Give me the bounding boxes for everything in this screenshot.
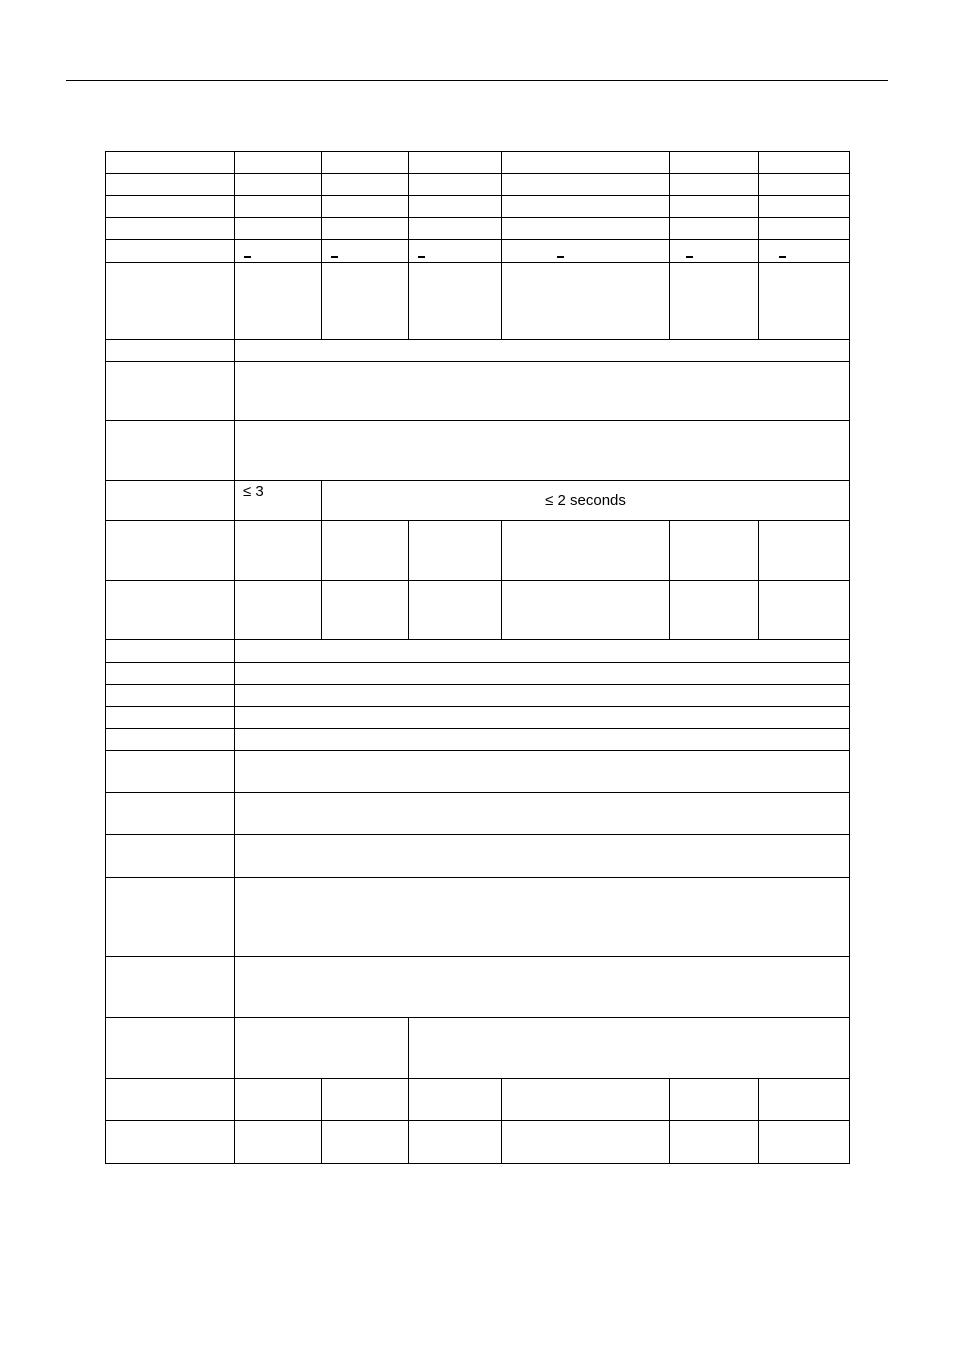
table-cell — [409, 240, 502, 263]
table-cell — [322, 521, 409, 581]
table-cell — [235, 685, 850, 707]
response-time-short: ≤ 3 — [243, 483, 264, 500]
dash-mark — [244, 256, 251, 258]
table-cell — [235, 521, 322, 581]
table-cell — [106, 581, 235, 640]
table-row — [106, 174, 850, 196]
table-row — [106, 196, 850, 218]
table-cell — [235, 481, 322, 521]
dash-mark — [557, 256, 564, 258]
table-cell — [322, 218, 409, 240]
table-row — [106, 640, 850, 663]
table-cell — [235, 263, 322, 340]
table-cell — [235, 729, 850, 751]
table-cell — [759, 218, 850, 240]
table-cell — [759, 581, 850, 640]
table-cell — [502, 218, 670, 240]
table-row — [106, 707, 850, 729]
table-row — [106, 362, 850, 421]
table-cell — [106, 521, 235, 581]
table-row — [106, 835, 850, 878]
table-cell — [106, 729, 235, 751]
table-cell — [106, 263, 235, 340]
table-cell — [235, 218, 322, 240]
table-cell — [106, 1018, 235, 1079]
table-cell — [502, 174, 670, 196]
table-cell — [502, 581, 670, 640]
table-cell — [409, 152, 502, 174]
table-cell — [409, 1121, 502, 1164]
table-cell — [759, 152, 850, 174]
table-cell — [670, 1079, 759, 1121]
table-row — [106, 263, 850, 340]
table-cell — [409, 1079, 502, 1121]
table-cell — [759, 240, 850, 263]
table-cell — [409, 1018, 850, 1079]
table-cell — [670, 240, 759, 263]
table-cell — [670, 196, 759, 218]
table-cell — [235, 640, 850, 663]
table-cell — [502, 521, 670, 581]
table-cell — [502, 1079, 670, 1121]
table-row — [106, 729, 850, 751]
table-cell — [106, 751, 235, 793]
table-cell — [322, 174, 409, 196]
table-cell — [235, 1018, 409, 1079]
table-cell — [759, 196, 850, 218]
table-cell — [235, 340, 850, 362]
table-cell — [322, 581, 409, 640]
table-cell — [106, 174, 235, 196]
table-row — [106, 421, 850, 481]
table-cell — [759, 1079, 850, 1121]
table-cell — [235, 835, 850, 878]
table-cell — [322, 152, 409, 174]
dash-mark — [779, 256, 786, 258]
table-row — [106, 1079, 850, 1121]
table-cell — [235, 421, 850, 481]
table-cell — [670, 1121, 759, 1164]
table-row — [106, 240, 850, 263]
table-cell — [759, 1121, 850, 1164]
table-row — [106, 1018, 850, 1079]
table-row — [106, 1121, 850, 1164]
table-cell — [106, 957, 235, 1018]
table-cell — [322, 481, 850, 521]
table-cell — [106, 878, 235, 957]
dash-mark — [686, 256, 693, 258]
table-cell — [235, 1121, 322, 1164]
table-cell — [106, 685, 235, 707]
table-cell — [409, 196, 502, 218]
table-cell — [322, 1121, 409, 1164]
table-cell — [235, 878, 850, 957]
spec-table — [105, 151, 850, 1164]
table-row — [106, 685, 850, 707]
dash-mark — [331, 256, 338, 258]
table-cell — [106, 196, 235, 218]
table-cell — [670, 521, 759, 581]
table-cell — [235, 957, 850, 1018]
table-cell — [235, 707, 850, 729]
table-row — [106, 152, 850, 174]
table-row — [106, 751, 850, 793]
table-cell — [235, 174, 322, 196]
table-cell — [670, 152, 759, 174]
dash-mark — [418, 256, 425, 258]
table-cell — [106, 1121, 235, 1164]
table-cell — [106, 421, 235, 481]
table-row — [106, 521, 850, 581]
table-cell — [235, 751, 850, 793]
table-cell — [670, 174, 759, 196]
table-cell — [322, 196, 409, 218]
table-cell — [409, 521, 502, 581]
table-cell — [106, 152, 235, 174]
table-cell — [106, 640, 235, 663]
table-row — [106, 481, 850, 521]
table-cell — [502, 240, 670, 263]
table-cell — [502, 152, 670, 174]
table-cell — [106, 240, 235, 263]
table-row — [106, 340, 850, 362]
table-row — [106, 957, 850, 1018]
table-cell — [759, 174, 850, 196]
table-cell — [409, 218, 502, 240]
table-cell — [106, 663, 235, 685]
table-row — [106, 878, 850, 957]
table-row — [106, 793, 850, 835]
table-cell — [235, 196, 322, 218]
table-cell — [670, 581, 759, 640]
table-cell — [106, 707, 235, 729]
response-time-long: ≤ 2 seconds — [545, 492, 626, 509]
table-cell — [235, 362, 850, 421]
table-cell — [106, 340, 235, 362]
table-row — [106, 581, 850, 640]
table-cell — [106, 835, 235, 878]
table-cell — [670, 218, 759, 240]
table-cell — [235, 663, 850, 685]
table-cell — [322, 1079, 409, 1121]
table-cell — [235, 581, 322, 640]
table-cell — [409, 263, 502, 340]
table-row — [106, 218, 850, 240]
table-cell — [235, 1079, 322, 1121]
table-cell — [670, 263, 759, 340]
table-cell — [106, 793, 235, 835]
table-cell — [502, 196, 670, 218]
table-cell — [235, 793, 850, 835]
table-cell — [409, 581, 502, 640]
table-cell — [235, 152, 322, 174]
table-cell — [322, 263, 409, 340]
table-cell — [106, 218, 235, 240]
table-cell — [409, 174, 502, 196]
table-cell — [106, 362, 235, 421]
table-cell — [759, 263, 850, 340]
table-cell — [502, 1121, 670, 1164]
table-cell — [502, 263, 670, 340]
table-cell — [106, 481, 235, 521]
table-cell — [106, 1079, 235, 1121]
table-row — [106, 663, 850, 685]
table-cell — [322, 240, 409, 263]
table-cell — [759, 521, 850, 581]
table-cell — [235, 240, 322, 263]
header-rule — [66, 80, 888, 81]
